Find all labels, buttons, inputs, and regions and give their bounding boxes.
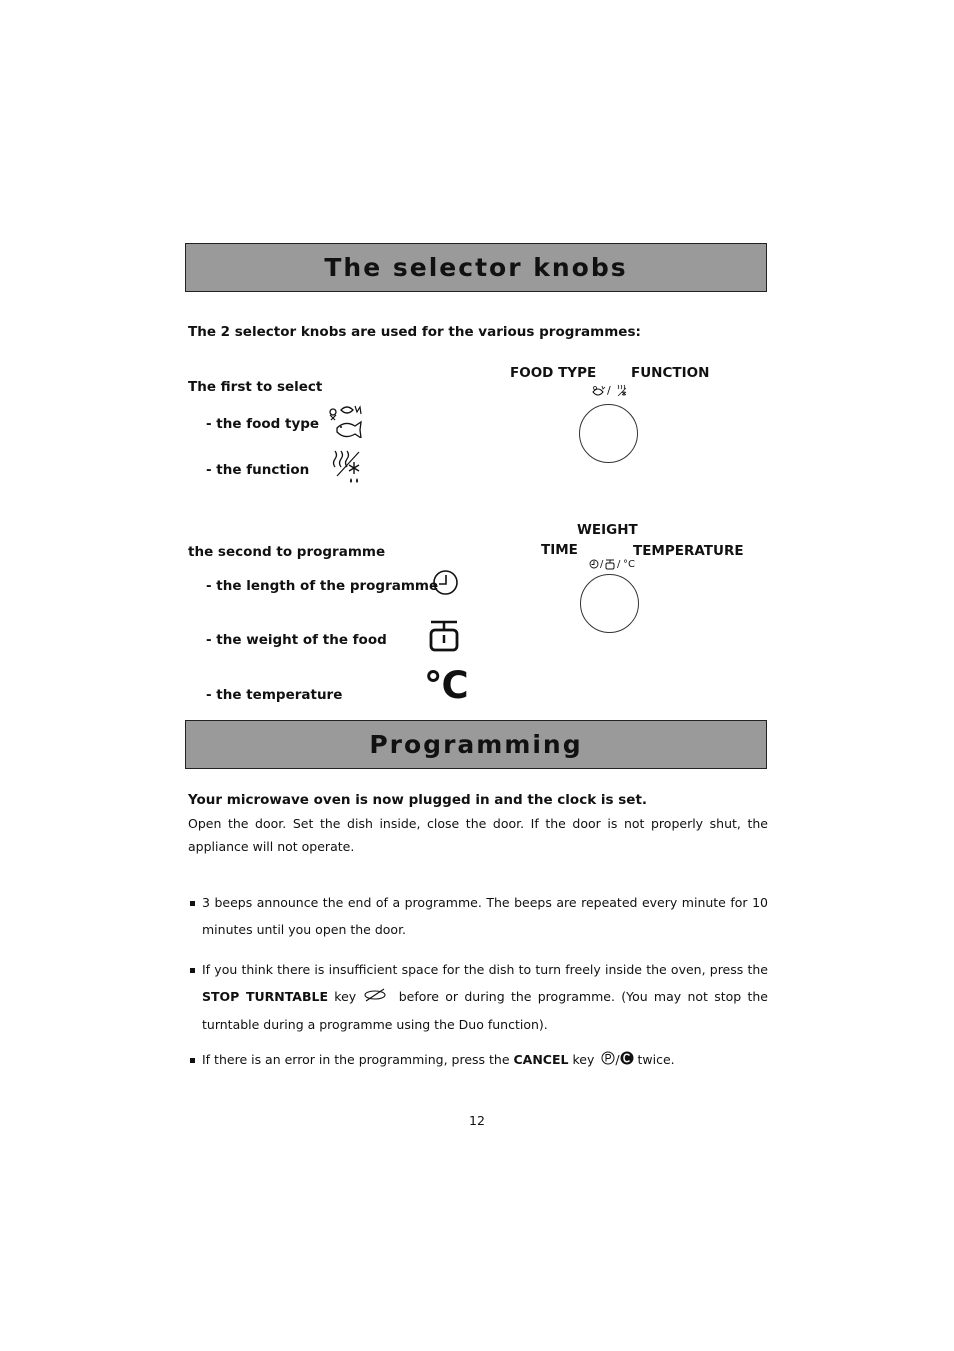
knob2-weight-label: WEIGHT bbox=[577, 522, 638, 538]
knob2-weight-mini-icon bbox=[605, 559, 615, 570]
bullet-cancel bbox=[188, 1046, 768, 1074]
knob1-food-type-mini-icon bbox=[592, 385, 606, 397]
food-type-icon bbox=[325, 404, 365, 438]
knob1-marking-separator: / bbox=[607, 384, 611, 397]
programming-heading: Programming bbox=[369, 730, 583, 759]
knob2-temperature-label: TEMPERATURE bbox=[633, 543, 744, 559]
page-number: 12 bbox=[469, 1113, 485, 1128]
knob2-marking-separator-1: / bbox=[600, 559, 604, 570]
programming-lead-text: Open the door. Set the dish inside, close the door. If the door is not properly shut, the appliance will not operate. bbox=[188, 816, 768, 854]
bullet-stop-turntable bbox=[188, 956, 768, 1038]
key-separator: / bbox=[615, 1052, 620, 1067]
bullet-end-beeps bbox=[188, 889, 768, 943]
bullet-text-mid: key bbox=[328, 989, 363, 1004]
degree-celsius-symbol: °C bbox=[424, 664, 468, 707]
bullet-text-mid: key bbox=[568, 1052, 599, 1067]
knob2-marking bbox=[589, 557, 637, 572]
programming-banner bbox=[185, 720, 767, 769]
knob2-time-mini-icon bbox=[589, 559, 599, 569]
food-type-function-knob[interactable] bbox=[579, 404, 638, 463]
stop-turntable-key-label: STOP TURNTABLE bbox=[202, 989, 329, 1004]
weight-icon bbox=[428, 619, 460, 653]
bullet-marker bbox=[190, 968, 195, 973]
turntable-icon bbox=[362, 984, 392, 1011]
length-item: - the length of the programme bbox=[206, 578, 439, 594]
selector-knobs-banner bbox=[185, 243, 767, 292]
bullet-text: 3 beeps announce the end of a programme. The beeps are repeated every minute for 10 minutes until you open the door. bbox=[202, 895, 768, 937]
selector-knobs-heading: The selector knobs bbox=[324, 253, 628, 282]
bullet-text bbox=[202, 956, 768, 1038]
second-knob-label: the second to programme bbox=[188, 544, 386, 560]
temperature-item: - the temperature bbox=[206, 687, 343, 703]
function-item: - the function bbox=[206, 462, 310, 478]
knob1-function-mini-icon bbox=[616, 384, 628, 398]
knob2-marking-separator-2: / bbox=[617, 559, 621, 570]
bullet-marker bbox=[190, 901, 195, 906]
knob2-time-label: TIME bbox=[541, 542, 578, 558]
selector-intro: The 2 selector knobs are used for the various programmes: bbox=[188, 324, 641, 340]
bullet-marker bbox=[190, 1058, 195, 1063]
food-type-item: - the food type bbox=[206, 416, 320, 432]
knob1-function-label: FUNCTION bbox=[631, 365, 710, 381]
function-icon bbox=[331, 448, 363, 486]
time-weight-temperature-knob[interactable] bbox=[580, 574, 639, 633]
bullet-text bbox=[202, 1046, 768, 1074]
p-key-icon bbox=[601, 1047, 615, 1074]
bullet-text-pre: If there is an error in the programming, press the bbox=[202, 1052, 514, 1067]
programming-lead-bold: Your microwave oven is now plugged in and the clock is set. bbox=[188, 792, 648, 808]
weight-item: - the weight of the food bbox=[206, 632, 387, 648]
cancel-key-label: CANCEL bbox=[513, 1052, 569, 1067]
bullet-text-post: before or during the programme. (You may not stop the turntable during a programme using the Duo function). bbox=[202, 989, 768, 1032]
clock-icon bbox=[432, 569, 459, 596]
knob2-marking-degree: °C bbox=[623, 559, 635, 570]
knob1-food-type-label: FOOD TYPE bbox=[510, 365, 597, 381]
c-key-icon bbox=[620, 1047, 634, 1074]
bullet-text-pre: If you think there is insufficient space for the dish to turn freely inside the oven, press the bbox=[202, 962, 768, 977]
knob1-marking bbox=[592, 383, 632, 399]
first-knob-label: The first to select bbox=[188, 379, 323, 395]
bullet-text-post: twice. bbox=[633, 1052, 675, 1067]
